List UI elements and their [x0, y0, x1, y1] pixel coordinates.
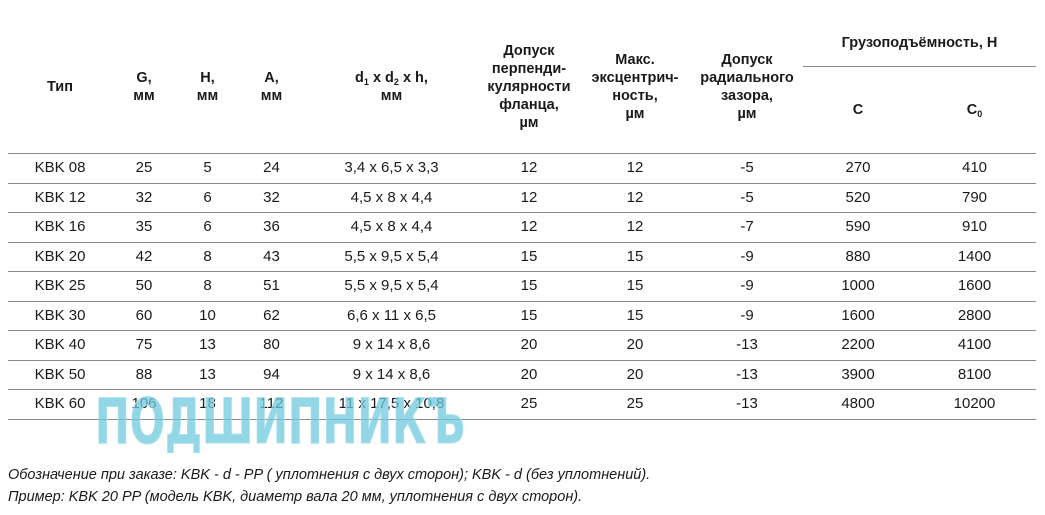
cell-h: 8: [176, 242, 239, 272]
header-load-c-label: C: [852, 102, 864, 118]
cell-c: 1600: [803, 301, 913, 331]
cell-c: 520: [803, 183, 913, 213]
cell-rad: -9: [691, 301, 803, 331]
cell-rad: -7: [691, 213, 803, 243]
cell-rad: -9: [691, 272, 803, 302]
cell-c0: 410: [913, 154, 1036, 184]
header-h-label: H,: [200, 69, 215, 86]
cell-c: 3900: [803, 360, 913, 390]
cell-dims: 11 x 17,5 x 10,8: [304, 390, 479, 420]
cell-a: 80: [239, 331, 304, 361]
order-designation-note: Обозначение при заказе: KBK - d - PP ( уплотнения с двух сторон); KBK - d (без уплотнений).: [8, 467, 651, 483]
cell-dims: 5,5 x 9,5 x 5,4: [304, 242, 479, 272]
cell-dims: 3,4 x 6,5 x 3,3: [304, 154, 479, 184]
cell-c0: 8100: [913, 360, 1036, 390]
cell-c0: 10200: [913, 390, 1036, 420]
header-load-c0-sub: 0: [977, 109, 983, 119]
cell-c0: 910: [913, 213, 1036, 243]
header-ecc-line4: µм: [625, 105, 645, 122]
cell-type: KBK 25: [8, 272, 112, 302]
cell-g: 75: [112, 331, 176, 361]
header-rad-line1: Допуск: [721, 51, 773, 68]
cell-perp: 15: [479, 242, 579, 272]
header-dims: [304, 20, 479, 154]
cell-type: KBK 16: [8, 213, 112, 243]
header-dims-sub1: 1: [363, 76, 369, 87]
table-row: [8, 360, 1036, 390]
cell-dims: 5,5 x 9,5 x 5,4: [304, 272, 479, 302]
header-ecc-line3: ность,: [612, 87, 658, 104]
header-load-capacity: [803, 20, 1036, 67]
cell-dims: 4,5 x 8 x 4,4: [304, 183, 479, 213]
cell-ecc: 20: [579, 360, 691, 390]
cell-c: 1000: [803, 272, 913, 302]
cell-perp: 20: [479, 360, 579, 390]
cell-type: KBK 40: [8, 331, 112, 361]
cell-rad: -9: [691, 242, 803, 272]
cell-rad: -13: [691, 390, 803, 420]
cell-dims: 4,5 x 8 x 4,4: [304, 213, 479, 243]
header-perp-line3: кулярности: [487, 78, 571, 95]
cell-a: 32: [239, 183, 304, 213]
cell-ecc: 12: [579, 154, 691, 184]
header-g: [112, 20, 176, 154]
cell-perp: 12: [479, 213, 579, 243]
cell-h: 10: [176, 301, 239, 331]
cell-perp: 12: [479, 183, 579, 213]
cell-perp: 15: [479, 272, 579, 302]
cell-c0: 790: [913, 183, 1036, 213]
header-load-c0: [913, 67, 1036, 154]
header-ecc-line1: Макс.: [615, 51, 655, 68]
table-header: [8, 20, 1036, 154]
cell-a: 36: [239, 213, 304, 243]
cell-g: 50: [112, 272, 176, 302]
cell-g: 35: [112, 213, 176, 243]
cell-type: KBK 60: [8, 390, 112, 420]
cell-c: 880: [803, 242, 913, 272]
header-perp-line2: перпенди-: [491, 60, 567, 77]
header-h-unit: мм: [196, 87, 219, 104]
cell-h: 6: [176, 183, 239, 213]
header-a-unit: мм: [260, 87, 283, 104]
cell-c: 270: [803, 154, 913, 184]
table-row: [8, 213, 1036, 243]
cell-perp: 20: [479, 331, 579, 361]
cell-ecc: 12: [579, 183, 691, 213]
header-dims-x1: x d: [368, 69, 394, 86]
cell-ecc: 15: [579, 301, 691, 331]
cell-perp: 25: [479, 390, 579, 420]
header-dims-unit: мм: [380, 87, 403, 104]
cell-perp: 12: [479, 154, 579, 184]
cell-ecc: 12: [579, 213, 691, 243]
cell-type: KBK 08: [8, 154, 112, 184]
cell-ecc: 15: [579, 272, 691, 302]
cell-rad: -13: [691, 331, 803, 361]
header-load-c0-label: C: [966, 102, 978, 118]
cell-a: 112: [239, 390, 304, 420]
cell-h: 18: [176, 390, 239, 420]
cell-g: 32: [112, 183, 176, 213]
header-a: [239, 20, 304, 154]
header-a-label: A,: [264, 69, 279, 86]
cell-h: 6: [176, 213, 239, 243]
header-type-label: Тип: [47, 78, 73, 95]
header-rad-line3: зазора,: [721, 87, 773, 104]
cell-c0: 4100: [913, 331, 1036, 361]
header-perpendicularity: [479, 20, 579, 154]
cell-type: KBK 12: [8, 183, 112, 213]
table-row: [8, 301, 1036, 331]
cell-g: 60: [112, 301, 176, 331]
header-eccentricity: [579, 20, 691, 154]
cell-h: 13: [176, 360, 239, 390]
spec-table: [8, 20, 1036, 420]
header-g-label: G,: [136, 69, 152, 86]
watermark-text: ПОДШИПНИКЪ: [95, 385, 465, 453]
header-g-unit: мм: [133, 87, 155, 104]
cell-g: 106: [112, 390, 176, 420]
cell-g: 42: [112, 242, 176, 272]
cell-ecc: 15: [579, 242, 691, 272]
table-row: [8, 154, 1036, 184]
cell-rad: -5: [691, 183, 803, 213]
cell-c: 2200: [803, 331, 913, 361]
cell-c0: 1600: [913, 272, 1036, 302]
header-dims-d: d: [355, 69, 364, 86]
header-perp-line4: фланца,: [499, 96, 559, 113]
cell-dims: 6,6 x 11 x 6,5: [304, 301, 479, 331]
table-row: [8, 242, 1036, 272]
header-perp-line5: µм: [519, 114, 539, 131]
cell-type: KBK 30: [8, 301, 112, 331]
cell-ecc: 20: [579, 331, 691, 361]
cell-c0: 1400: [913, 242, 1036, 272]
cell-rad: -13: [691, 360, 803, 390]
table-row: [8, 272, 1036, 302]
cell-c: 4800: [803, 390, 913, 420]
table-row: [8, 183, 1036, 213]
cell-ecc: 25: [579, 390, 691, 420]
header-dims-tail: x h,: [398, 69, 428, 86]
header-type: [8, 20, 112, 154]
example-note: Пример: KBK 20 PP (модель KBK, диаметр вала 20 мм, уплотнения с двух сторон).: [8, 489, 583, 505]
cell-type: KBK 20: [8, 242, 112, 272]
cell-a: 51: [239, 272, 304, 302]
cell-a: 24: [239, 154, 304, 184]
cell-a: 43: [239, 242, 304, 272]
cell-type: KBK 50: [8, 360, 112, 390]
header-load-label: Грузоподъёмность, Н: [841, 35, 998, 51]
header-rad-line2: радиального: [700, 69, 794, 86]
table-body: [8, 154, 1036, 420]
table-row: [8, 331, 1036, 361]
header-ecc-line2: эксцентрич-: [591, 69, 679, 86]
cell-rad: -5: [691, 154, 803, 184]
cell-a: 94: [239, 360, 304, 390]
cell-dims: 9 x 14 x 8,6: [304, 331, 479, 361]
header-rad-line4: µм: [737, 105, 757, 122]
cell-g: 88: [112, 360, 176, 390]
cell-c: 590: [803, 213, 913, 243]
cell-g: 25: [112, 154, 176, 184]
header-perp-line1: Допуск: [503, 42, 555, 59]
cell-h: 13: [176, 331, 239, 361]
header-load-c: [803, 67, 913, 154]
header-h: [176, 20, 239, 154]
table-row: [8, 390, 1036, 420]
cell-c0: 2800: [913, 301, 1036, 331]
cell-dims: 9 x 14 x 8,6: [304, 360, 479, 390]
cell-h: 8: [176, 272, 239, 302]
cell-a: 62: [239, 301, 304, 331]
cell-h: 5: [176, 154, 239, 184]
header-dims-sub2: 2: [393, 76, 399, 87]
cell-perp: 15: [479, 301, 579, 331]
header-radial-clearance: [691, 20, 803, 154]
